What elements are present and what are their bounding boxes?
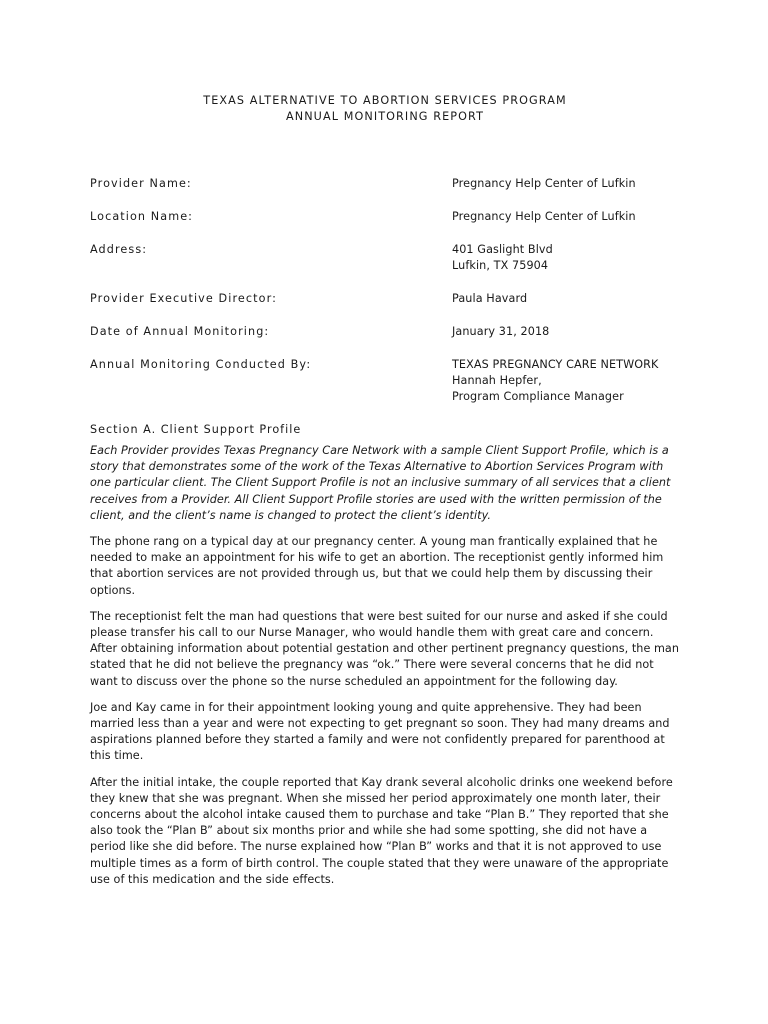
- field-value: [452, 242, 680, 274]
- section-intro: Each Provider provides Texas Pregnancy Care Network with a sample Client Support Profile, which is a story that demonstrates some of the work of the Texas Alternative to Abortion Services Program with one particular client. The Client Support Profile is not an inclusive summary of all services that a client receives from a Provider. All Client Support Profile stories are used with the written permission of the client, and the client’s name is changed to protect the client’s identity.: [90, 444, 671, 522]
- story-paragraph: The phone rang on a typical day at our pregnancy center. A young man frantically explained that he needed to make an appointment for his wife to get an abortion. The receptionist gently informed him that abortion services are not provided through us, but that we could help them by discussing their options.: [90, 535, 664, 597]
- report-title-line-2: ANNUAL MONITORING REPORT: [285, 110, 485, 123]
- section-heading: Section A. Client Support Profile: [90, 423, 302, 436]
- field-executive-director: [90, 291, 680, 307]
- field-monitoring-date: [90, 324, 680, 340]
- provider-fields: [90, 176, 680, 405]
- field-label: Annual Monitoring Conducted By:: [90, 358, 312, 371]
- field-value-line: Lufkin, TX 75904: [452, 259, 549, 272]
- story-paragraph: The receptionist felt the man had questions that were best suited for our nurse and asked if she could please transfer his call to our Nurse Manager, who would handle them with great care and concern. After obtaining information about potential gestation and other pertinent pregnancy questions, the man stated that he did not believe the pregnancy was “ok.” There were several concerns that he did not want to discuss over the phone so the nurse scheduled an appointment for the following day.: [90, 609, 679, 688]
- field-location-name: [90, 209, 680, 225]
- field-label: Provider Executive Director:: [90, 292, 277, 305]
- field-value-line: January 31, 2018: [452, 325, 550, 338]
- report-title-line-1: TEXAS ALTERNATIVE TO ABORTION SERVICES PROGRAM: [203, 94, 567, 107]
- field-value: [452, 357, 680, 405]
- field-value-line: Pregnancy Help Center of Lufkin: [452, 177, 636, 190]
- field-value-line: 401 Gaslight Blvd: [452, 243, 553, 256]
- field-value: [452, 176, 680, 192]
- field-address: [90, 242, 680, 274]
- field-value: [452, 324, 680, 340]
- field-value: [452, 209, 680, 225]
- story-paragraph: Joe and Kay came in for their appointment looking young and quite apprehensive. They had been married less than a year and were not expecting to get pregnant so soon. They had many dreams and aspirations planned before they started a family and were not confidently prepared for parenthood at this time.: [90, 700, 670, 763]
- story-paragraph: After the initial intake, the couple reported that Kay drank several alcoholic drinks one weekend before they knew that she was pregnant. When she missed her period approximately one month later, their concerns about the alcohol intake caused them to purchase and take “Plan B.” They reported that she also took the “Plan B” about six months prior and while she had some spotting, she did not have a period like she did before. The nurse explained how “Plan B” works and that it is not approved to use multiple times as a form of birth control. The couple stated that they were unaware of the appropriate use of this medication and the side effects.: [90, 775, 673, 886]
- document-page: [90, 93, 680, 888]
- field-provider-name: [90, 176, 680, 192]
- field-label: Address:: [90, 243, 148, 256]
- field-value-line: Program Compliance Manager: [452, 390, 624, 403]
- field-label: Date of Annual Monitoring:: [90, 325, 270, 338]
- field-conducted-by: [90, 357, 680, 405]
- field-label: Provider Name:: [90, 177, 192, 190]
- field-value-line: Paula Havard: [452, 292, 528, 305]
- field-value-line: Hannah Hepfer,: [452, 374, 542, 387]
- field-label: Location Name:: [90, 210, 194, 223]
- field-value-line: TEXAS PREGNANCY CARE NETWORK: [452, 358, 659, 371]
- field-value-line: Pregnancy Help Center of Lufkin: [452, 210, 636, 223]
- field-value: [452, 291, 680, 307]
